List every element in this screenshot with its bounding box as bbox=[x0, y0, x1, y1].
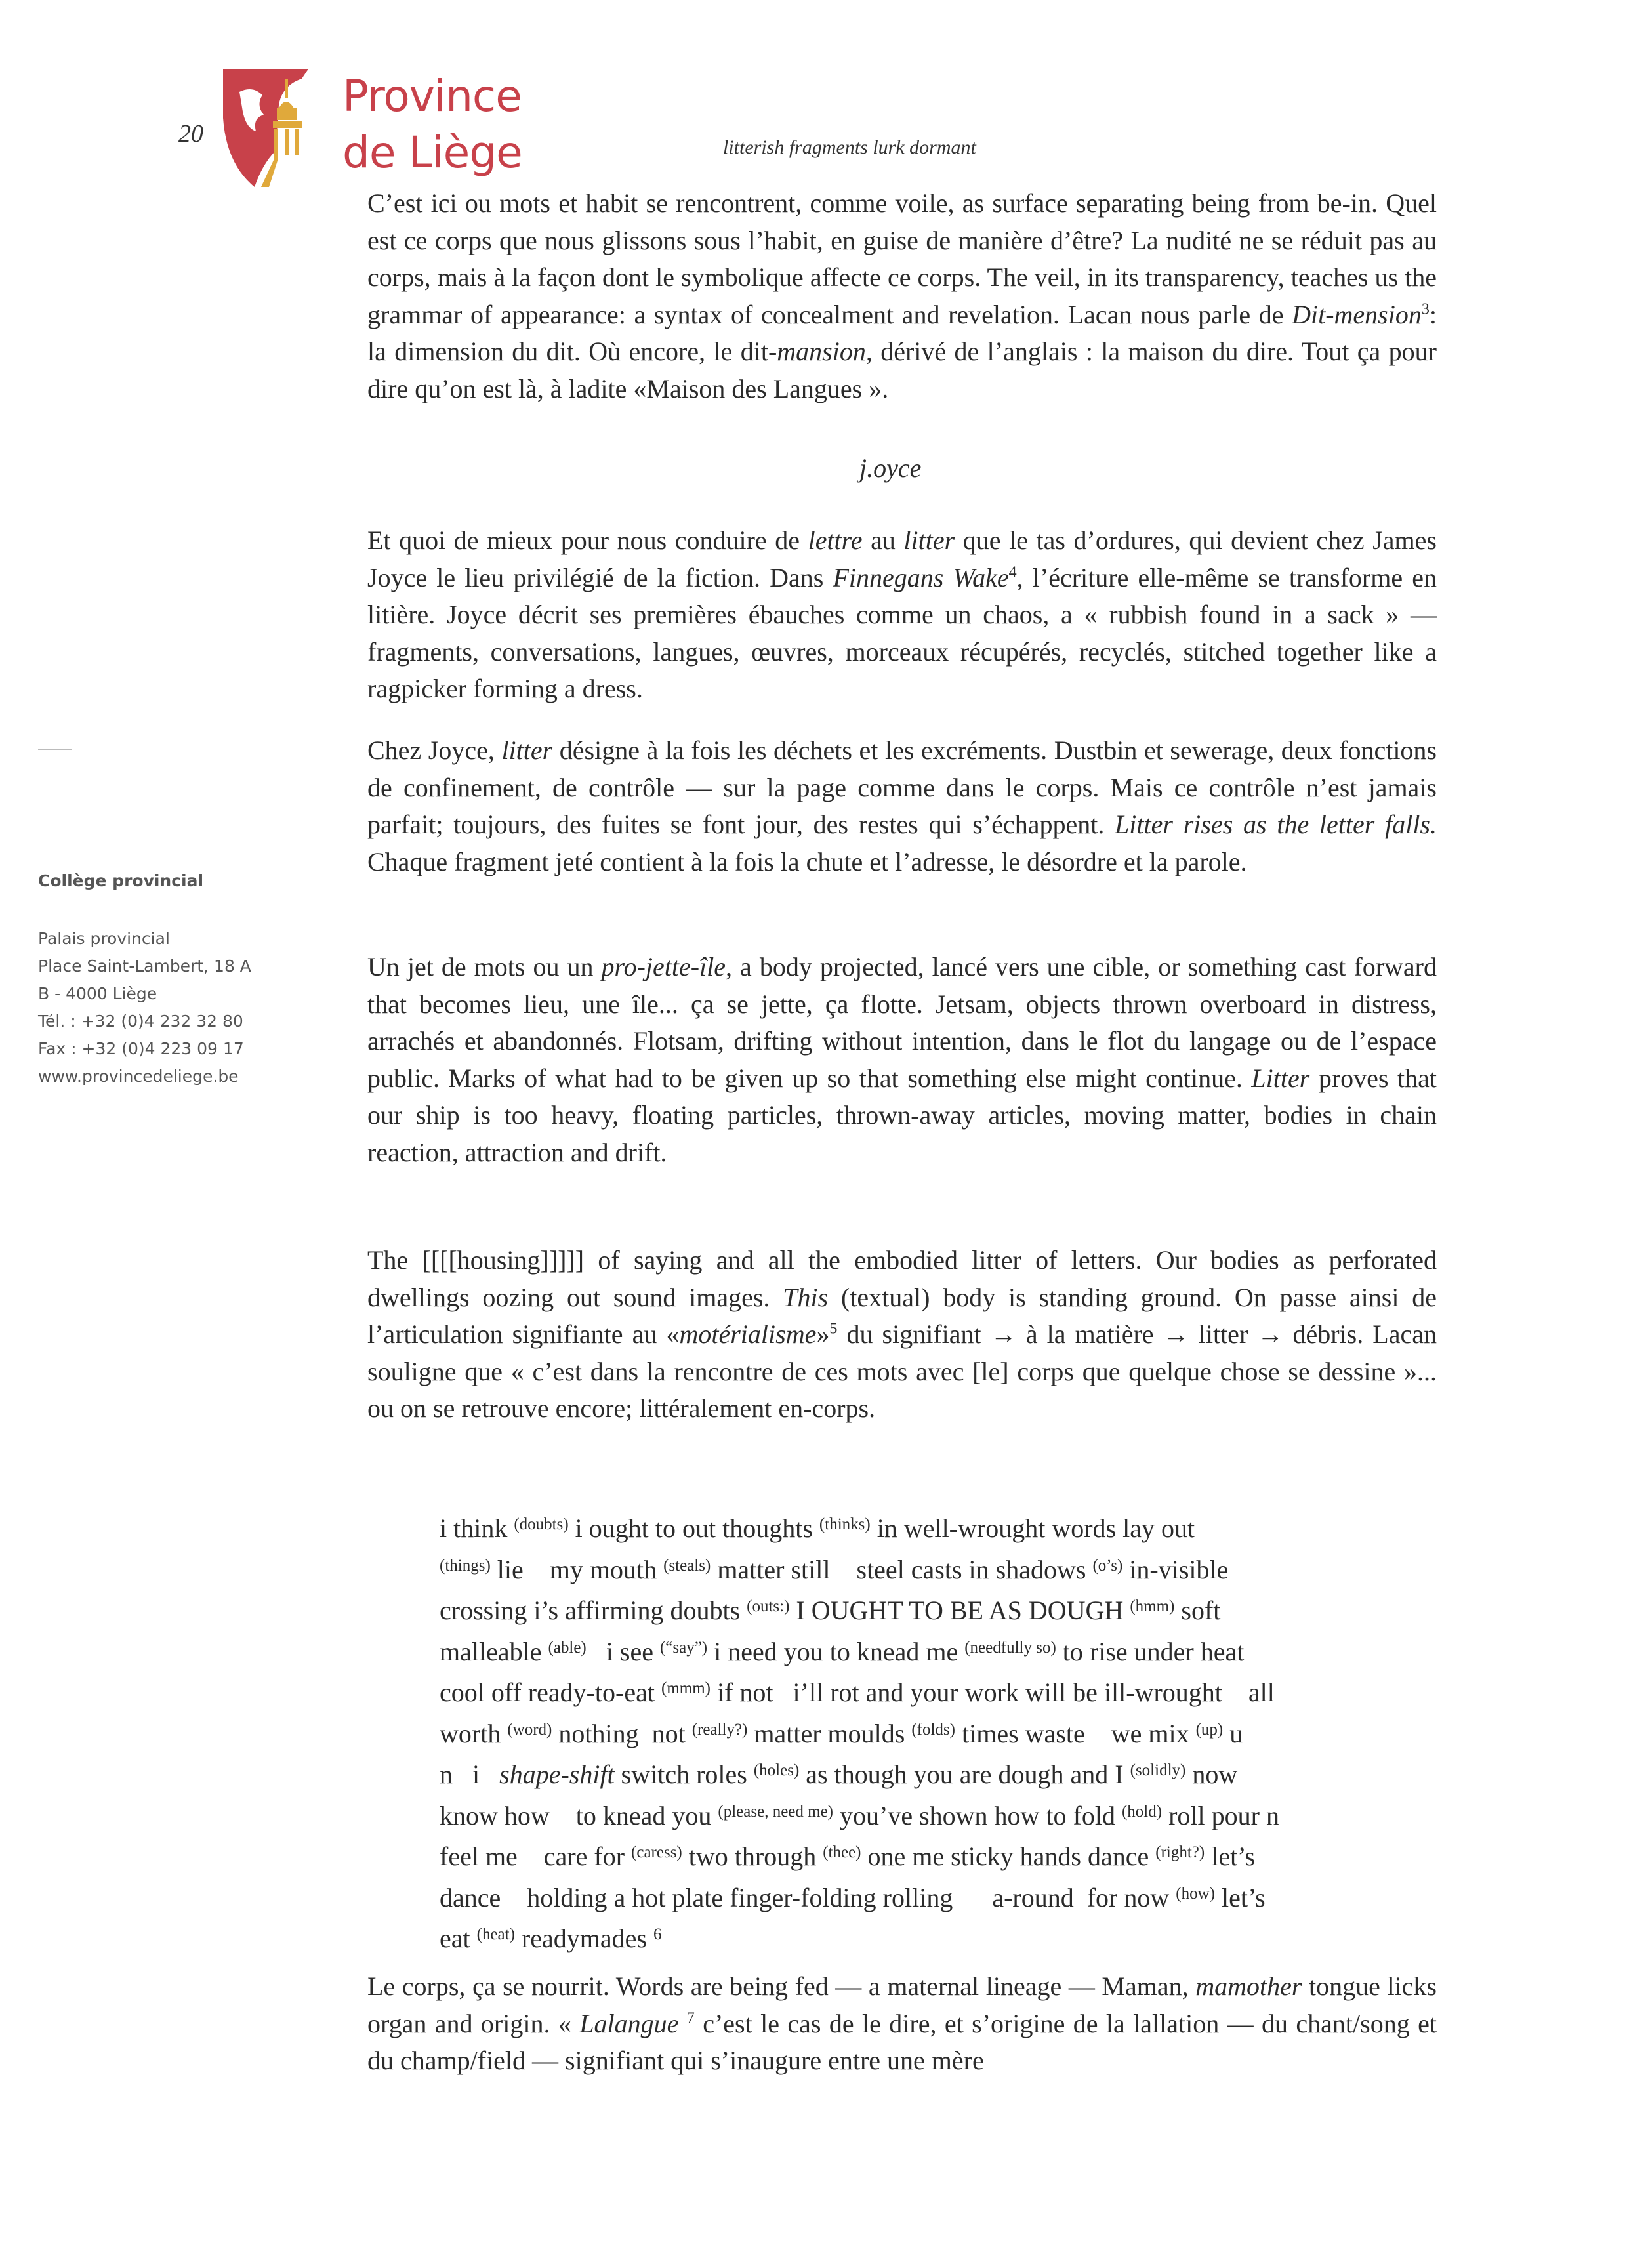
parenthetical: (able) bbox=[548, 1638, 587, 1657]
text-run: i ought to out thoughts bbox=[568, 1514, 819, 1543]
text-run: you’ve shown how to fold bbox=[833, 1800, 1122, 1830]
text-run: switch roles bbox=[614, 1760, 754, 1789]
poem-line bbox=[440, 1712, 1417, 1753]
parenthetical: (right?) bbox=[1155, 1844, 1205, 1861]
text-run: matter moulds bbox=[747, 1718, 912, 1748]
text-run: Et quoi de mieux pour nous conduire de bbox=[367, 526, 808, 555]
text-run: worth bbox=[440, 1718, 508, 1748]
text-run: lie my mouth bbox=[490, 1554, 664, 1584]
section-title: j.oyce bbox=[859, 453, 922, 483]
poem-line-text bbox=[440, 1588, 1220, 1630]
text-run: Finnegans Wake bbox=[833, 562, 1009, 592]
text-run: mansion, bbox=[777, 337, 873, 366]
text-run: pro-jette-île bbox=[601, 952, 726, 981]
poem-line-text bbox=[440, 1794, 1279, 1835]
brand-wordmark bbox=[342, 68, 522, 181]
poem-line bbox=[440, 1548, 1417, 1589]
text-run: désigne à la fois les déchets et les excréments. Dustbin et sewerage, deux fonctions de confinement, de contrôle — sur la page comme dans le corps. Mais ce contrôle n’est jamais parfait; toujours, des fuites se font jour, des restes qui s’échappent. bbox=[367, 735, 1437, 839]
text-run: u bbox=[1223, 1718, 1243, 1748]
parenthetical: (“say”) bbox=[659, 1638, 708, 1657]
poem-line-text bbox=[440, 1506, 1195, 1548]
paragraph-6 bbox=[367, 1968, 1437, 2080]
parenthetical: (outs:) bbox=[747, 1598, 790, 1615]
address-line: B - 4000 Liège bbox=[38, 984, 157, 1003]
parenthetical: (hold) bbox=[1121, 1802, 1163, 1821]
parenthetical: (thinks) bbox=[819, 1515, 871, 1533]
parenthetical: (hmm) bbox=[1130, 1598, 1175, 1615]
parenthetical: (steals) bbox=[663, 1556, 711, 1575]
text-run: » bbox=[816, 1319, 830, 1349]
text-run: Lalangue bbox=[579, 2008, 679, 2038]
page-number: 20 bbox=[178, 120, 203, 148]
poem-block bbox=[440, 1506, 1417, 1958]
poem-line bbox=[440, 1630, 1417, 1671]
poem-line bbox=[440, 1752, 1417, 1794]
text-run: Le corps, ça se nourrit. Words are being fed — a maternal lineage — Maman, bbox=[367, 1971, 1196, 2001]
poem-line bbox=[440, 1588, 1417, 1630]
text-run: in well-wrought words lay out bbox=[870, 1514, 1195, 1543]
parenthetical: (word) bbox=[507, 1720, 552, 1739]
poem-line-text bbox=[440, 1670, 1275, 1712]
text-run: let’s bbox=[1205, 1842, 1255, 1871]
text-run: one me sticky hands dance bbox=[861, 1842, 1156, 1871]
poem-line bbox=[440, 1506, 1417, 1548]
text-run: feel me care for bbox=[440, 1842, 632, 1871]
text-run: readymades bbox=[514, 1924, 653, 1953]
footnote-marker: 4 bbox=[1008, 564, 1017, 581]
poem-line-text bbox=[440, 1916, 661, 1958]
text-run: litter bbox=[903, 526, 955, 555]
text-run: motérialisme bbox=[679, 1319, 817, 1349]
text-run: dérivé de l’anglais : la maison du dire. Tout ça pour dire qu’on est là, à ladite «Maison des Langues ». bbox=[367, 337, 1437, 403]
text-run: litter bbox=[501, 735, 553, 765]
poem-line bbox=[440, 1916, 1417, 1958]
poem-line-text bbox=[440, 1712, 1243, 1753]
paragraph-4 bbox=[367, 949, 1437, 1171]
text-run: cool off ready-to-eat bbox=[440, 1678, 661, 1707]
parenthetical: (things) bbox=[440, 1556, 491, 1575]
parenthetical: (thee) bbox=[823, 1844, 861, 1861]
poem-line-text bbox=[440, 1834, 1255, 1876]
parenthetical: (up) bbox=[1195, 1720, 1224, 1739]
text-run: Dit-mension bbox=[1292, 299, 1422, 329]
website-link[interactable]: www.provincedeliege.be bbox=[38, 1067, 239, 1086]
poem-line bbox=[440, 1670, 1417, 1712]
text-run: n i bbox=[440, 1760, 500, 1789]
province-de-liege-logo bbox=[216, 66, 321, 190]
text-run: mamother bbox=[1195, 1971, 1302, 2001]
poem-line-text bbox=[440, 1876, 1266, 1917]
parenthetical: (needfully so) bbox=[964, 1638, 1056, 1657]
text-run: know how to knead you bbox=[440, 1800, 718, 1830]
text-run: c’est le cas de le dire, et s’origine de la lallation — du chant/song et du champ/field — signifiant qui s’inaugure entre une mère bbox=[367, 2008, 1437, 2075]
text-run: proves that our ship is too heavy, floating particles, thrown-away articles, moving matter, bodies in chain reaction, attraction and drift. bbox=[367, 1063, 1437, 1167]
paragraph-2 bbox=[367, 522, 1437, 708]
parenthetical: (really?) bbox=[691, 1720, 748, 1739]
parenthetical: (heat) bbox=[476, 1926, 515, 1943]
address-line: Palais provincial bbox=[38, 929, 170, 948]
text-run: , l’écriture elle-même se transforme en litière. Joyce décrit ses premières ébauches comme un chaos, a « rubbish found in a sack » — fragments, conversations, langues, œuvres, morceaux récupérés, recyclés, stitched together like a ragpicker forming a dress. bbox=[367, 562, 1437, 703]
parenthetical: (caress) bbox=[631, 1844, 682, 1861]
text-run: now bbox=[1185, 1760, 1238, 1789]
text-run: Un jet de mots ou un bbox=[367, 952, 602, 981]
footnote-marker: 5 bbox=[829, 1320, 838, 1338]
text-run: nothing not bbox=[552, 1718, 692, 1748]
text-run: C’est ici ou mots et habit se rencontrent, comme voile, as surface separating being from be-in. Quel est ce corps que nous glissons sous l’habit, en guise de manière d’être? La nudité ne se réduit pas au corps, mais à la façon dont le symbolique affecte ce corps. The veil, in its transparency, teaches us the grammar of appearance: a syntax of concealment and revelation. Lacan nous parle de bbox=[367, 188, 1437, 329]
brand-line-2: de Liège bbox=[342, 127, 522, 178]
text-run: crossing i’s affirming doubts bbox=[440, 1596, 747, 1625]
parenthetical: (how) bbox=[1176, 1884, 1215, 1903]
text-run: dance holding a hot plate finger-folding rolling a-round for now bbox=[440, 1882, 1176, 1912]
phone-line: Tél. : +32 (0)4 232 32 80 bbox=[38, 1012, 243, 1031]
text-run: Litter rises as the letter falls. bbox=[1115, 810, 1437, 839]
footnote-marker: 3 bbox=[1421, 300, 1430, 318]
text-run: to rise under heat bbox=[1056, 1636, 1245, 1666]
text-run: Chaque fragment jeté contient à la fois la chute et l’adresse, le désordre et la parole. bbox=[367, 846, 1247, 876]
text-run: two through bbox=[682, 1842, 823, 1871]
parenthetical: (folds) bbox=[911, 1720, 955, 1739]
sidebar-address bbox=[38, 925, 251, 1090]
text-run: : la dimension du dit. Où encore, le dit- bbox=[367, 299, 1437, 366]
parenthetical: (doubts) bbox=[514, 1515, 569, 1533]
text-run: malleable bbox=[440, 1636, 548, 1666]
text-run: This bbox=[783, 1282, 829, 1312]
poem-line bbox=[440, 1876, 1417, 1917]
text-run: Litter bbox=[1251, 1063, 1310, 1093]
footnote-marker: 6 bbox=[653, 1926, 662, 1943]
text-run: as though you are dough and I bbox=[799, 1760, 1130, 1789]
text-run: du signifiant → à la matière → litter → débris. Lacan souligne que « c’est dans la rencontre de ces mots avec [le] corps que quelque chose se dessine »... ou on se retrouve encore; littéralement en-corps. bbox=[367, 1319, 1437, 1423]
poem-line-text bbox=[440, 1630, 1244, 1671]
text-run: au bbox=[862, 526, 904, 555]
text-run: The [[[[housing]]]]] of saying and all the embodied litter of letters. Our bodies as perforated dwellings oozing out sound images. bbox=[367, 1245, 1437, 1312]
sidebar-divider bbox=[38, 749, 72, 750]
text-run: let’s bbox=[1214, 1882, 1266, 1912]
brand-line-1: Province bbox=[342, 71, 522, 121]
fax-line: Fax : +32 (0)4 223 09 17 bbox=[38, 1039, 244, 1058]
paragraph-3 bbox=[367, 732, 1437, 880]
poem-line bbox=[440, 1794, 1417, 1835]
text-run: if not i’ll rot and your work will be ill-wrought all bbox=[711, 1678, 1275, 1707]
text-run: i need you to knead me bbox=[707, 1636, 965, 1666]
paragraph-1 bbox=[367, 185, 1437, 407]
parenthetical: (o’s) bbox=[1092, 1556, 1123, 1575]
text-run: lettre bbox=[808, 526, 863, 555]
poem-line-text bbox=[440, 1548, 1228, 1589]
parenthetical: (please, need me) bbox=[718, 1802, 834, 1821]
text-run: tongue licks organ and origin. « bbox=[367, 1971, 1437, 2038]
parenthetical: (mmm) bbox=[661, 1680, 711, 1697]
poem-line bbox=[440, 1834, 1417, 1876]
text-run: Chez Joyce, bbox=[367, 735, 502, 765]
text-run: que le tas d’ordures, qui devient chez James Joyce le lieu privilégié de la fiction. Dans bbox=[367, 526, 1437, 592]
parenthetical: (holes) bbox=[753, 1762, 800, 1779]
text-run: (textual) body is standing ground. On passe ainsi de l’articulation signifiante au « bbox=[367, 1282, 1437, 1349]
text-run: I OUGHT TO BE AS DOUGH bbox=[789, 1596, 1130, 1625]
address-line: Place Saint-Lambert, 18 A bbox=[38, 957, 251, 976]
text-run: i think bbox=[440, 1514, 514, 1543]
text-run: matter still steel casts in shadows bbox=[711, 1554, 1093, 1584]
text-run: in-visible bbox=[1122, 1554, 1229, 1584]
paragraph-5 bbox=[367, 1242, 1437, 1428]
text-run: eat bbox=[440, 1924, 477, 1953]
text-run bbox=[678, 2009, 686, 2038]
poem-line-text bbox=[440, 1752, 1237, 1794]
text-run: , a body projected, lancé vers une cible, or something cast forward that becomes lieu, une île... ça se jette, ça flotte. Jetsam, objects thrown overboard in distress, arrachés et abandonnés. Flotsam, drifting without intention, dans le flot du langage ou de l’espace public. Marks of what had to be given up so that something else might continue. bbox=[367, 952, 1437, 1093]
sidebar-title: Collège provincial bbox=[38, 871, 204, 890]
footnote-marker: 7 bbox=[686, 2010, 695, 2027]
running-head: litterish fragments lurk dormant bbox=[723, 136, 976, 158]
text-run: i see bbox=[586, 1636, 660, 1666]
text-run: times waste we mix bbox=[955, 1718, 1196, 1748]
text-run: shape-shift bbox=[499, 1760, 615, 1789]
parenthetical: (solidly) bbox=[1130, 1762, 1186, 1779]
text-run: roll pour n bbox=[1162, 1800, 1279, 1830]
text-run: soft bbox=[1174, 1596, 1221, 1625]
